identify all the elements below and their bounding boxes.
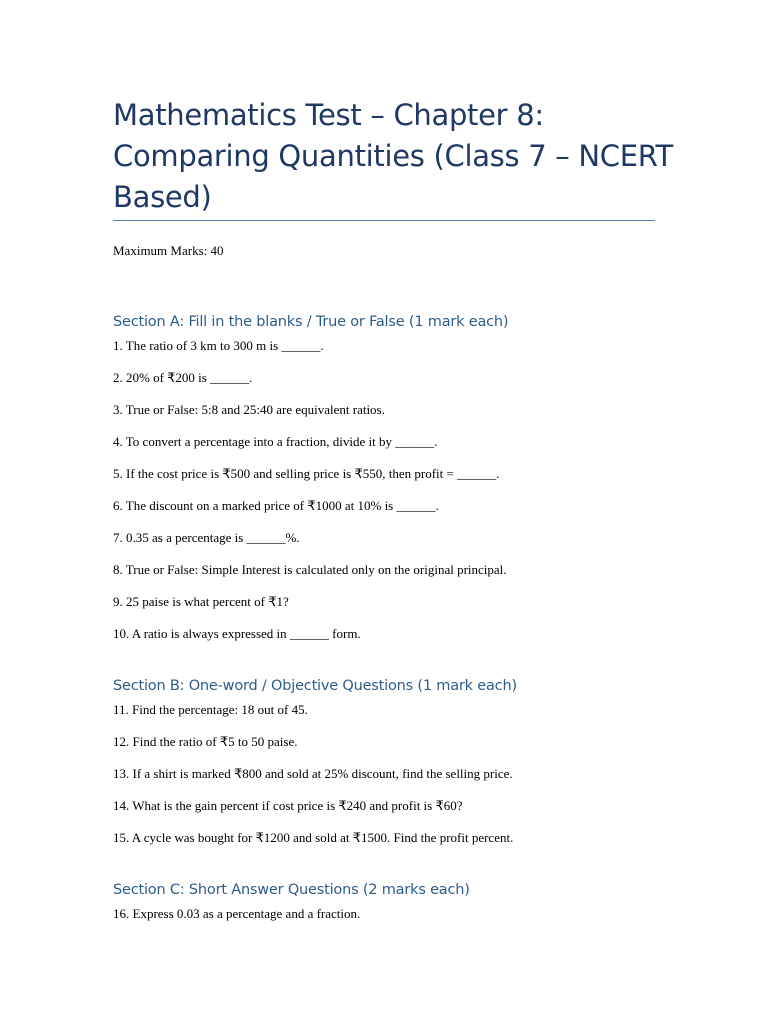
question-9: 9. 25 paise is what percent of ₹1? [113, 594, 289, 609]
question-3: 3. True or False: 5:8 and 25:40 are equivalent ratios. [113, 402, 385, 417]
question-4: 4. To convert a percentage into a fraction, divide it by ______. [113, 434, 438, 449]
question-7: 7. 0.35 as a percentage is ______%. [113, 530, 300, 545]
question-10: 10. A ratio is always expressed in ______ form. [113, 626, 361, 641]
question-6: 6. The discount on a marked price of ₹1000 at 10% is ______. [113, 498, 439, 513]
title-underline [113, 220, 655, 221]
maximum-marks: Maximum Marks: 40 [113, 243, 224, 258]
question-11: 11. Find the percentage: 18 out of 45. [113, 702, 308, 717]
question-2: 2. 20% of ₹200 is ______. [113, 370, 253, 385]
question-12: 12. Find the ratio of ₹5 to 50 paise. [113, 734, 298, 749]
section-a-heading: Section A: Fill in the blanks / True or False (1 mark each) [113, 314, 509, 330]
question-13: 13. If a shirt is marked ₹800 and sold at 25% discount, find the selling price. [113, 766, 513, 781]
question-5: 5. If the cost price is ₹500 and selling price is ₹550, then profit = ______. [113, 466, 500, 481]
page-title: Mathematics Test – Chapter 8: Comparing Quantities (Class 7 – NCERT Based) [113, 98, 673, 214]
question-16: 16. Express 0.03 as a percentage and a fraction. [113, 906, 361, 921]
section-b-heading: Section B: One-word / Objective Questions (1 mark each) [113, 678, 517, 694]
section-c-heading: Section C: Short Answer Questions (2 marks each) [113, 882, 470, 898]
question-14: 14. What is the gain percent if cost price is ₹240 and profit is ₹60? [113, 798, 463, 813]
question-8: 8. True or False: Simple Interest is calculated only on the original principal. [113, 562, 507, 577]
question-15: 15. A cycle was bought for ₹1200 and sold at ₹1500. Find the profit percent. [113, 830, 514, 845]
question-1: 1. The ratio of 3 km to 300 m is ______. [113, 338, 324, 353]
